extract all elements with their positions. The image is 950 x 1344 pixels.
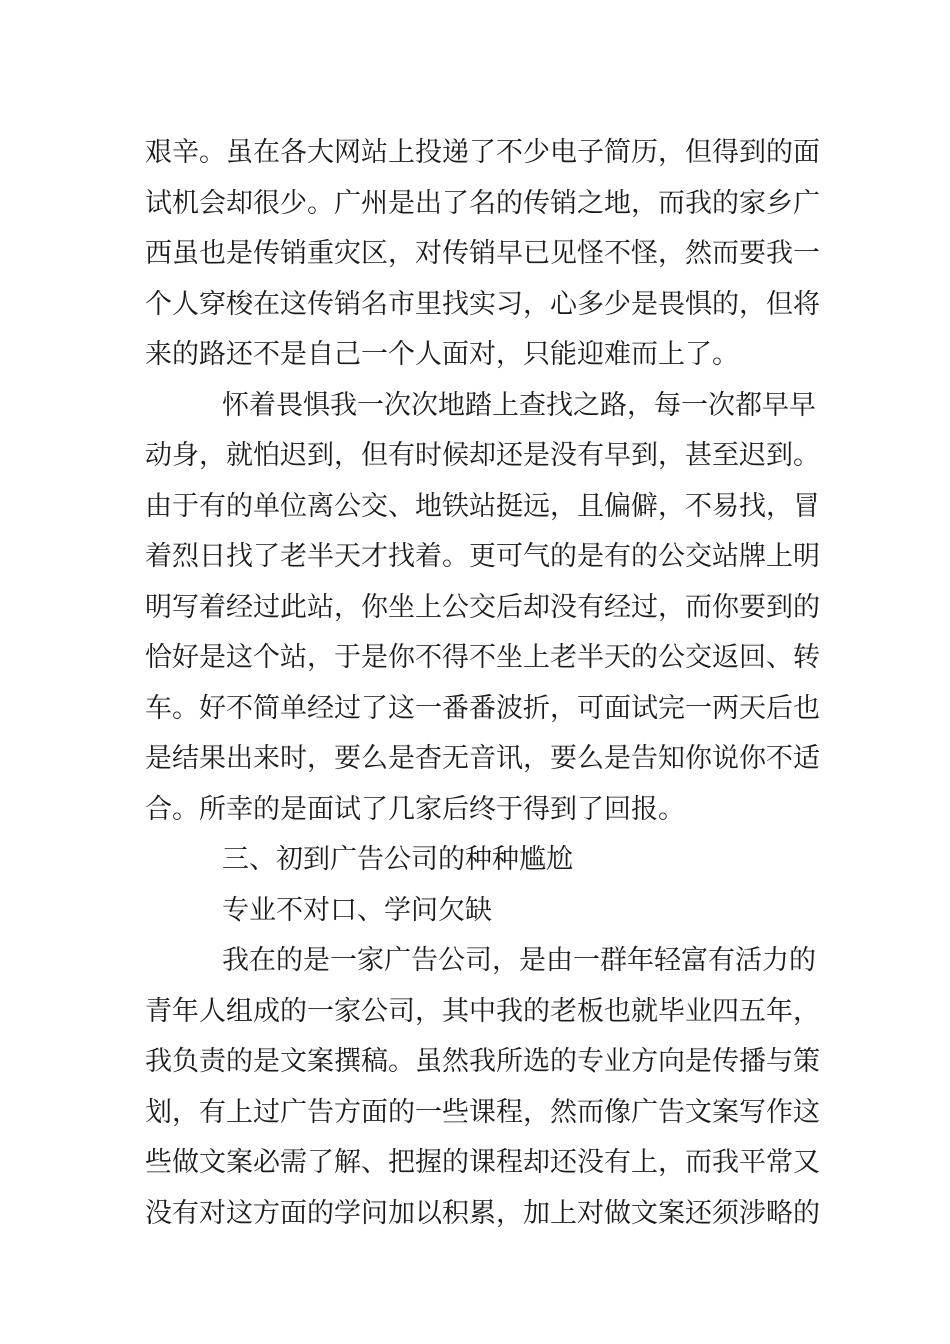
text-line: 车。好不简单经过了这一番番波折，可面试完一两天后也 <box>145 692 820 724</box>
text-line: 青年人组成的一家公司，其中我的老板也就毕业四五年， <box>145 995 820 1027</box>
text-line: 动身，就怕迟到，但有时候却还是没有早到，甚至迟到。 <box>145 440 820 471</box>
paragraph-first-line: 怀着畏惧我一次次地踏上查找之路，每一次都早早 <box>222 389 816 421</box>
text-line: 些做文案必需了解、把握的课程却还没有上，而我平常又 <box>145 1147 820 1178</box>
text-line: 艰辛。虽在各大网站上投递了不少电子简历，但得到的面 <box>145 137 820 168</box>
text-line: 西虽也是传销重灾区，对传销早已见怪不怪，然而要我一 <box>145 238 820 269</box>
text-line: 合。所幸的是面试了几家后终于得到了回报。 <box>145 793 685 825</box>
text-line: 我负责的是文案撰稿。虽然我所选的专业方向是传播与策 <box>145 1046 820 1077</box>
text-line: 个人穿梭在这传销名市里找实习，心多少是畏惧的，但将 <box>145 288 820 320</box>
document-body <box>145 128 820 1239</box>
subsection-heading: 专业不对口、学问欠缺 <box>222 894 492 926</box>
text-line: 没有对这方面的学问加以积累，加上对做文案还须涉略的 <box>145 1197 820 1229</box>
text-line: 划，有上过广告方面的一些课程，然而像广告文案写作这 <box>145 1096 820 1128</box>
paragraph-first-line: 我在的是一家广告公司，是由一群年轻富有活力的 <box>222 945 816 976</box>
text-line: 明写着经过此站，你坐上公交后却没有经过，而你要到的 <box>145 591 820 623</box>
text-line: 来的路还不是自己一个人面对，只能迎难而上了。 <box>145 339 739 370</box>
section-heading: 三、初到广告公司的种种尴尬 <box>222 844 573 875</box>
text-line: 着烈日找了老半天才找着。更可气的是有的公交站牌上明 <box>145 541 820 572</box>
text-line: 试机会却很少。广州是出了名的传销之地，而我的家乡广 <box>145 187 820 219</box>
text-line: 由于有的单位离公交、地铁站挺远，且偏僻，不易找，冒 <box>145 490 820 522</box>
text-line: 是结果出来时，要么是杳无音讯，要么是告知你说你不适 <box>145 743 820 774</box>
text-line: 恰好是这个站，于是你不得不坐上老半天的公交返回、转 <box>145 642 820 673</box>
